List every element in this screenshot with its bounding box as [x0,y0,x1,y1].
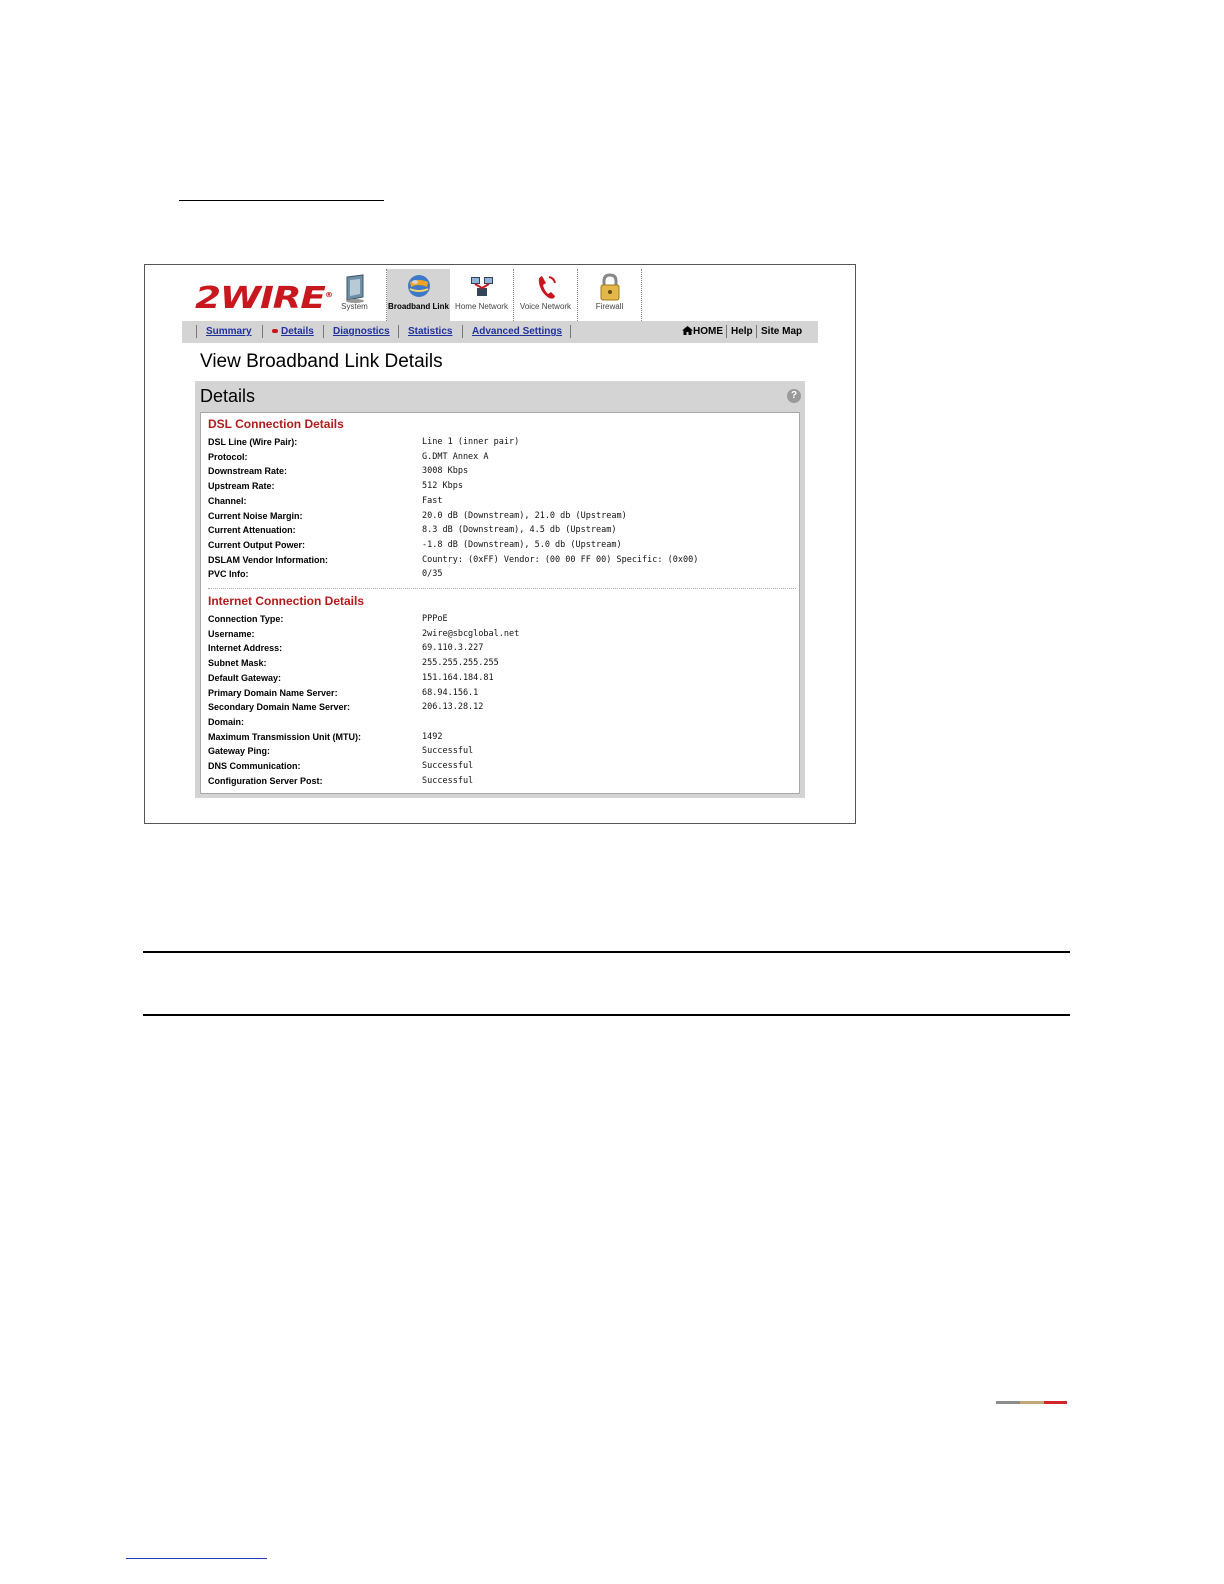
accent-segment [1044,1401,1067,1404]
subnav-divider [323,325,324,338]
detail-row [208,688,798,703]
detail-label: Current Attenuation: [208,525,296,536]
detail-label: Connection Type: [208,614,284,624]
detail-row [208,481,798,496]
page-title: View Broadband Link Details [200,351,443,372]
detail-value: 255.255.255.255 [422,658,499,669]
tab-home-network-label: Home Network [455,302,508,311]
detail-value: Successful [422,775,474,786]
subnav-divider [462,325,463,338]
detail-label: Default Gateway: [208,672,282,683]
detail-row [208,540,798,555]
detail-value: 69.110.3.227 [422,643,484,654]
detail-label: Downstream Rate: [208,466,288,477]
detail-label: Internet Address: [208,643,283,654]
detail-value: Successful [422,746,474,757]
detail-label: PVC Info: [208,569,249,580]
subnav-details-label: Details [281,326,314,337]
detail-label: Subnet Mask: [208,658,267,669]
detail-row [208,569,798,584]
detail-row [208,466,798,481]
dsl-section-title: DSL Connection Details [208,417,344,431]
detail-label: Upstream Rate: [208,481,275,492]
accent-segment [1020,1401,1044,1404]
tab-firewall-label: Firewall [595,302,624,311]
home-link[interactable] [682,326,723,337]
subnav-summary-link[interactable]: Summary [206,326,252,337]
subnav-advanced-settings-link[interactable]: Advanced Settings [472,326,563,337]
detail-label: Protocol: [208,451,248,462]
detail-label: DSLAM Vendor Information: [208,554,328,565]
detail-label: Maximum Transmission Unit (MTU): [208,731,362,742]
tab-firewall[interactable] [578,269,642,321]
subnav-divider [196,325,197,338]
help-link[interactable]: Help [731,326,753,337]
help-icon[interactable]: ? [787,389,801,403]
detail-row [208,555,798,570]
detail-row [208,717,798,732]
site-map-link[interactable]: Site Map [761,326,803,337]
bottom-link-underline [126,1558,267,1559]
detail-label: Secondary Domain Name Server: [208,702,351,713]
detail-row [208,525,798,540]
subnav-divider [398,325,399,338]
tab-broadband-link-label: Broadband Link [388,302,449,311]
horizontal-rule [143,1014,1070,1016]
subnav-diagnostics-link[interactable]: Diagnostics [333,326,390,337]
subnav-divider [570,325,571,338]
detail-row [208,776,798,791]
subnav-divider [262,325,263,338]
detail-row [208,658,798,673]
tab-home-network[interactable] [450,269,514,321]
horizontal-rule [143,951,1070,953]
detail-label: Primary Domain Name Server: [208,687,338,698]
accent-segment [996,1401,1020,1404]
sub-nav [182,321,818,343]
home-network-icon [468,273,496,303]
subnav-details-link[interactable] [272,326,314,337]
detail-value: Successful [422,761,474,771]
detail-row [208,673,798,688]
detail-label: Current Noise Margin: [208,510,303,521]
detail-label: DSL Line (Wire Pair): [208,437,298,447]
detail-row [208,643,798,658]
lock-icon [596,273,624,303]
detail-row [208,437,798,452]
detail-value: Country: (0xFF) Vendor: (00 00 FF 00) Specific: (0x00) [422,554,699,565]
detail-label: DNS Communication: [208,761,301,771]
panel-title: Details [200,386,256,406]
detail-value: 3008 Kbps [422,466,469,477]
detail-row [208,496,798,511]
panel-body [200,412,800,794]
footer-accent-bar [996,1401,1067,1404]
detail-value: Line 1 (inner pair) [422,437,520,447]
detail-row [208,746,798,761]
detail-value: 151.164.184.81 [422,672,494,683]
phone-icon [532,273,560,303]
globe-icon [405,273,433,303]
detail-value: 68.94.156.1 [422,687,479,698]
brand-logo: 2WIRE® [195,281,333,316]
screenshot-frame [144,264,856,824]
tab-system[interactable] [323,269,387,321]
subnav-divider [756,325,757,338]
detail-value: PPPoE [422,614,448,624]
detail-row [208,614,798,629]
detail-value: 1492 [422,731,443,742]
detail-value: 0/35 [422,569,443,580]
detail-label: Username: [208,628,255,639]
detail-label: Configuration Server Post: [208,775,323,786]
detail-value: 8.3 dB (Downstream), 4.5 db (Upstream) [422,525,617,536]
home-link-label: HOME [693,326,723,337]
detail-value: G.DMT Annex A [422,451,489,462]
detail-label: Domain: [208,716,244,727]
detail-value: 2wire@sbcglobal.net [422,628,520,639]
detail-row [208,511,798,526]
detail-value: -1.8 dB (Downstream), 5.0 db (Upstream) [422,539,622,550]
internet-section-title: Internet Connection Details [208,594,365,608]
detail-value: 206.13.28.12 [422,702,484,713]
subnav-statistics-link[interactable]: Statistics [408,326,453,337]
detail-row [208,702,798,717]
tab-voice-network[interactable] [514,269,578,321]
detail-label: Channel: [208,495,247,506]
home-icon [682,326,693,335]
detail-value: 20.0 dB (Downstream), 21.0 db (Upstream) [422,510,627,521]
detail-row [208,629,798,644]
detail-label: Gateway Ping: [208,746,271,757]
tab-voice-network-label: Voice Network [519,302,572,311]
detail-row [208,732,798,747]
active-dot-icon [272,329,278,333]
system-icon [341,273,369,303]
section-divider [208,588,796,589]
detail-row [208,761,798,776]
tab-broadband-link[interactable] [387,269,450,321]
detail-label: Current Output Power: [208,539,305,550]
details-panel [195,381,805,798]
detail-row [208,452,798,467]
detail-value: 512 Kbps [422,481,463,492]
detail-value: Fast [422,495,443,506]
subnav-divider [726,325,727,338]
top-underline-rule [179,200,384,201]
tab-system-label: System [341,302,368,311]
main-nav [323,269,642,321]
